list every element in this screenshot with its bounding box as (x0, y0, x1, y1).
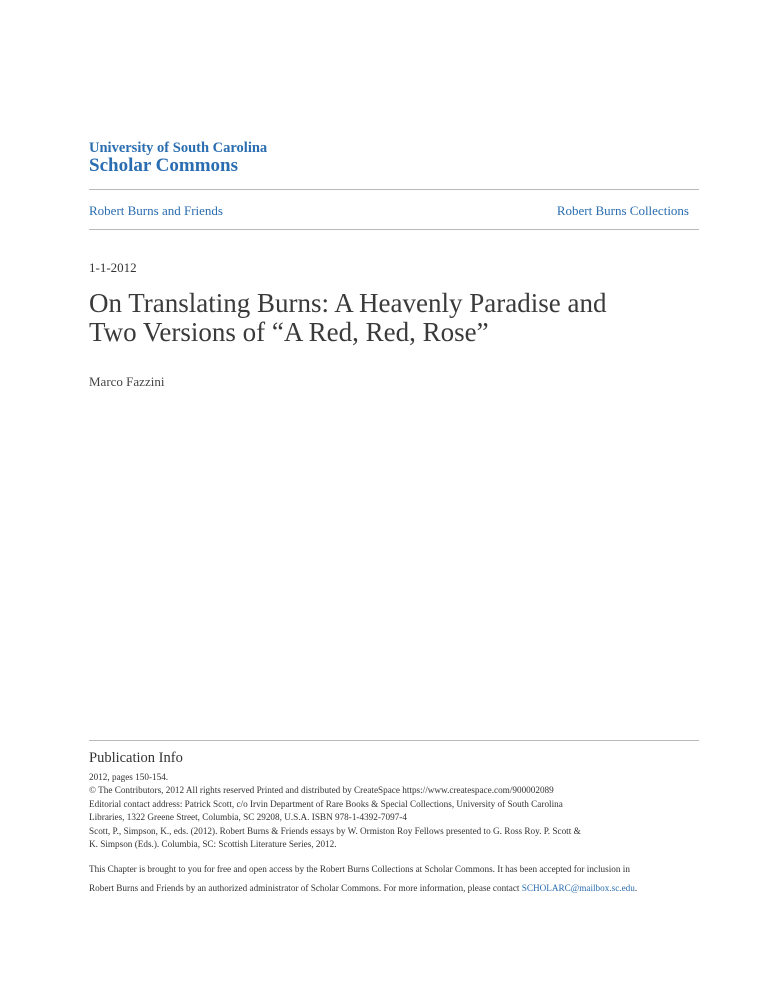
top-divider (89, 189, 699, 190)
publication-date: 1-1-2012 (89, 260, 137, 275)
pub-line: Libraries, 1322 Greene Street, Columbia, SC 29208, U.S.A. ISBN 978-1-4392-7097-4 (89, 812, 407, 823)
contact-email-link[interactable]: SCHOLARC@mailbox.sc.edu (521, 882, 635, 893)
access-statement (89, 860, 699, 897)
repository-name[interactable]: Scholar Commons (89, 155, 239, 176)
publication-divider (89, 740, 699, 741)
pub-line: Scott, P., Simpson, K., eds. (2012). Robert Burns & Friends essays by W. Ormiston Roy Fellows presented to G. Ross Roy. P. Scott & (89, 825, 581, 836)
publication-info (89, 771, 699, 851)
publication-info-heading: Publication Info (89, 750, 183, 766)
pub-line: Editorial contact address: Patrick Scott, c/o Irvin Department of Rare Books & Special Collections, University of South Carolina (89, 798, 563, 809)
title-line-2: Two Versions of “A Red, Red, Rose” (89, 317, 489, 347)
pub-line: 2012, pages 150-154. (89, 772, 169, 782)
document-title[interactable] (89, 289, 709, 347)
title-line-1: On Translating Burns: A Heavenly Paradise and (89, 288, 607, 318)
footer-period: . (634, 882, 638, 893)
footer-text: Robert Burns and Friends by an authorized administrator of Scholar Commons. For more information, please contact (89, 882, 522, 893)
collection-link[interactable]: Robert Burns and Friends (89, 203, 223, 218)
footer-line-2 (89, 879, 699, 898)
pub-line: K. Simpson (Eds.). Columbia, SC: Scottish Literature Series, 2012. (89, 839, 337, 850)
author-name: Marco Fazzini (89, 374, 165, 389)
footer-line-1: This Chapter is brought to you for free and open access by the Robert Burns Collections at Scholar Commons. It has been accepted for inclusion in (89, 864, 630, 874)
pub-line: © The Contributors, 2012 All rights reserved Printed and distributed by CreateSpace https://www.createspace.com/900002089 (89, 785, 554, 796)
nav-divider (89, 229, 699, 230)
parent-collection-link[interactable]: Robert Burns Collections (556, 203, 689, 218)
institution-name[interactable]: University of South Carolina (89, 140, 268, 156)
